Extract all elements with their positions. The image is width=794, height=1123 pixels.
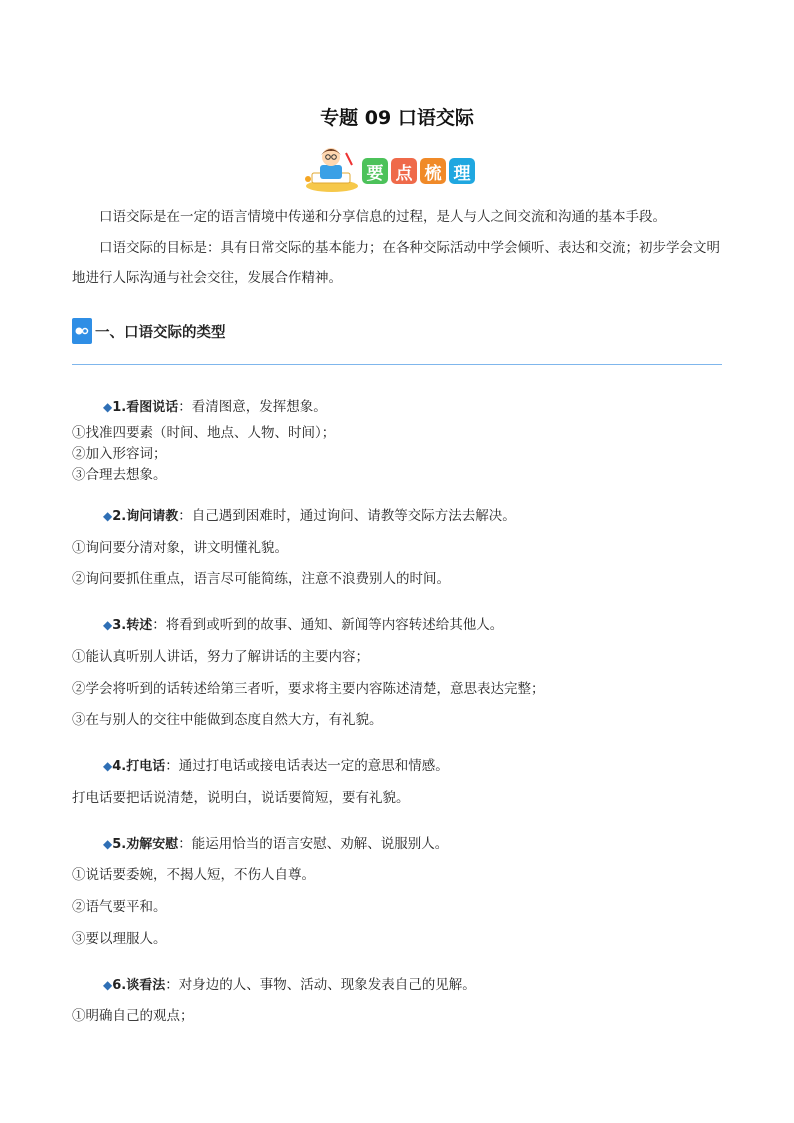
item-point: ①能认真听别人讲话，努力了解讲话的主要内容； — [72, 649, 369, 665]
chip-yao: 要 — [362, 158, 388, 184]
item-point: ③合理去想象。 — [72, 467, 167, 483]
intro-paragraph-1: 口语交际是在一定的语言情境中传递和分享信息的过程，是人与人之间交流和沟通的基本手段。 — [99, 209, 666, 225]
chip-li: 理 — [449, 158, 475, 184]
diamond-bullet-icon: ◆ — [103, 978, 113, 992]
item-point: ①找准四要素（时间、地点、人物、时间）； — [72, 425, 336, 441]
chip-shu: 梳 — [420, 158, 446, 184]
item-heading: ◆1.看图说话：看清图意，发挥想象。 — [103, 399, 327, 415]
item-heading: ◆3.转述：将看到或听到的故事、通知、新闻等内容转述给其他人。 — [103, 617, 504, 633]
key-points-banner — [302, 143, 475, 193]
intro-paragraph-2: 口语交际的目标是：具有日常交际的基本能力；在各种交际活动中学会倾听、表达和交流；初步学会文明地进行人际沟通与社会交往，发展合作精神。 — [72, 240, 720, 286]
item-heading: ◆6.谈看法：对身边的人、事物、活动、现象发表自己的见解。 — [103, 977, 476, 993]
item-point: ②加入形容词； — [72, 446, 167, 462]
section-divider — [72, 364, 722, 365]
diamond-bullet-icon: ◆ — [103, 400, 113, 414]
item-point: 打电话要把话说清楚，说明白，说话要简短，要有礼貌。 — [72, 790, 410, 806]
key-points-chips — [362, 158, 475, 184]
page-title: 专题 09 口语交际 — [320, 107, 474, 129]
section-heading — [72, 318, 226, 344]
item-point: ③在与别人的交往中能做到态度自然大方，有礼貌。 — [72, 712, 383, 728]
chip-dian: 点 — [391, 158, 417, 184]
diamond-bullet-icon: ◆ — [103, 618, 113, 632]
item-point: ②询问要抓住重点，语言尽可能简练，注意不浪费别人的时间。 — [72, 571, 450, 587]
item-heading: ◆4.打电话：通过打电话或接电话表达一定的意思和情感。 — [103, 758, 449, 774]
student-reading-icon — [302, 143, 364, 193]
section-title: 一、口语交际的类型 — [95, 324, 226, 341]
diamond-bullet-icon: ◆ — [103, 509, 113, 523]
item-point: ①询问要分清对象，讲文明懂礼貌。 — [72, 540, 288, 556]
item-point: ②学会将听到的话转述给第三者听，要求将主要内容陈述清楚，意思表达完整； — [72, 681, 545, 697]
item-heading: ◆2.询问请教：自己遇到困难时，通过询问、请教等交际方法去解决。 — [103, 508, 516, 524]
item-point: ①明确自己的观点； — [72, 1008, 194, 1024]
section-bullet-icon — [72, 318, 92, 344]
item-point: ①说话要委婉，不揭人短，不伤人自尊。 — [72, 867, 315, 883]
item-point: ③要以理服人。 — [72, 931, 167, 947]
diamond-bullet-icon: ◆ — [103, 759, 113, 773]
item-point: ②语气要平和。 — [72, 899, 167, 915]
diamond-bullet-icon: ◆ — [103, 837, 113, 851]
item-heading: ◆5.劝解安慰：能运用恰当的语言安慰、劝解、说服别人。 — [103, 836, 449, 852]
